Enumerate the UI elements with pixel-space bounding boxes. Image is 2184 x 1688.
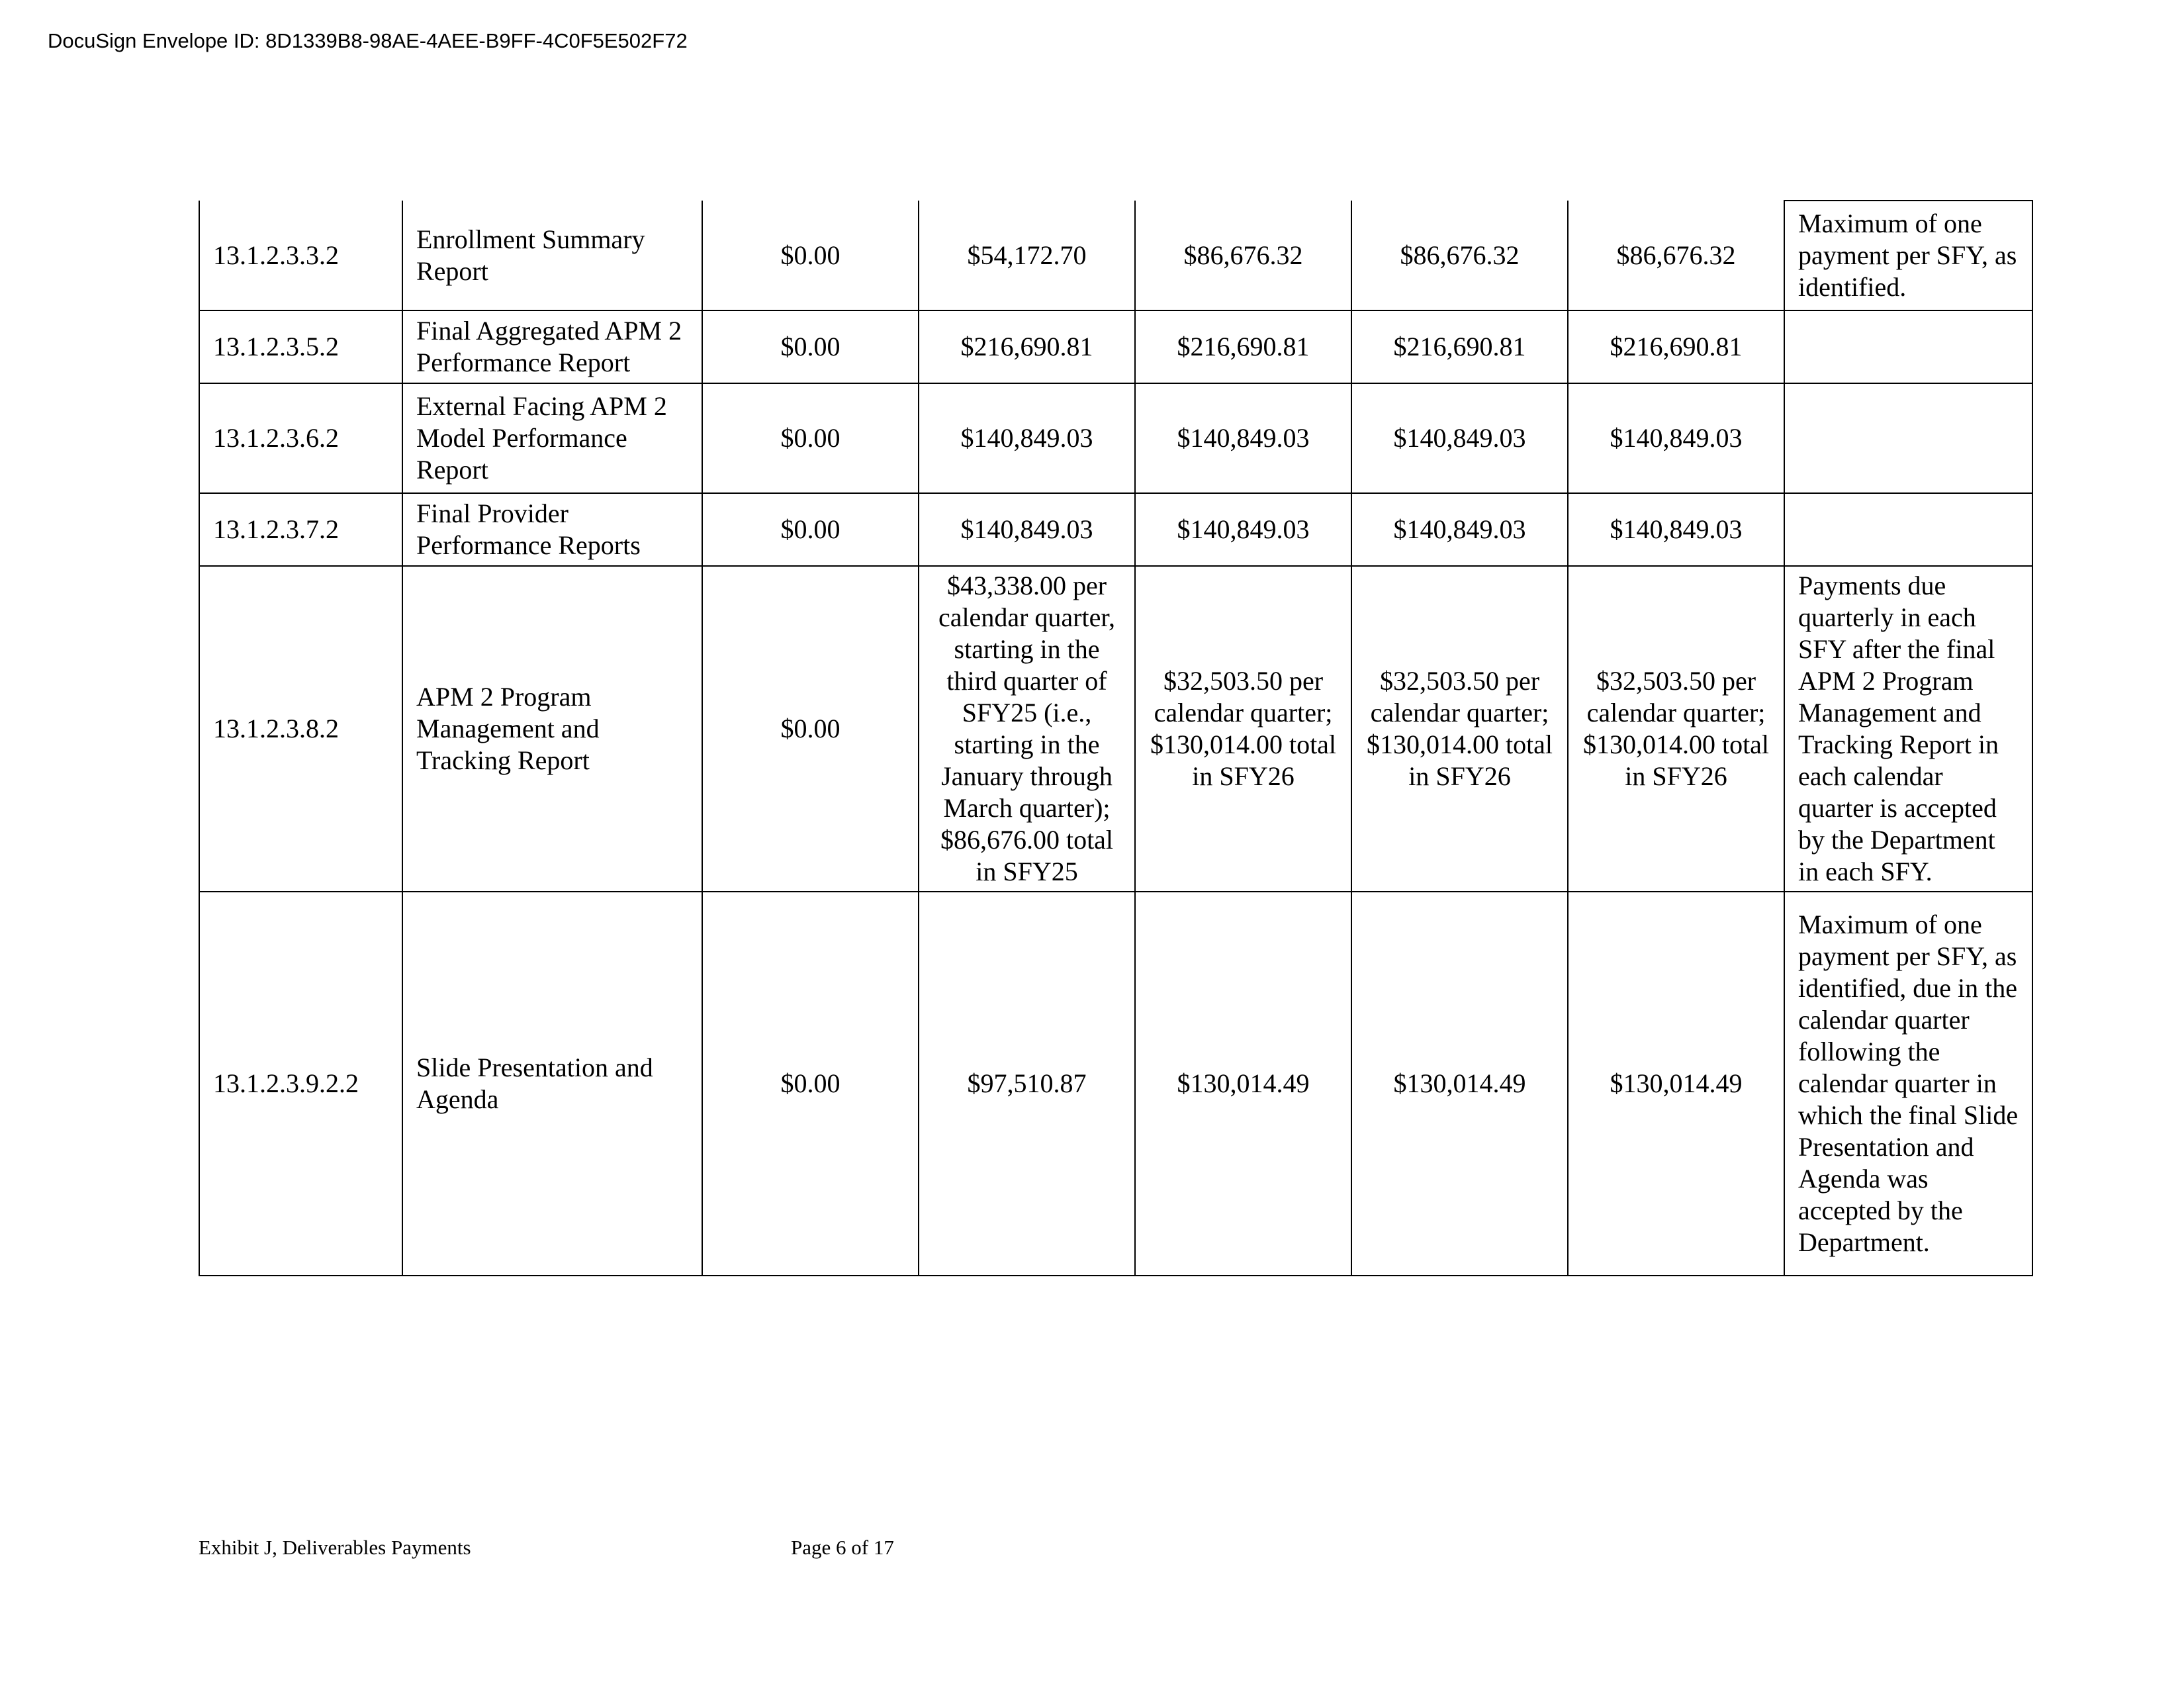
deliverable-name: Final Provider Performance Reports [402, 493, 702, 566]
payment-cell: $140,849.03 [1135, 383, 1351, 493]
payment-cell: $32,503.50 per calendar quarter; $130,014.00 total in SFY26 [1568, 566, 1784, 892]
payment-notes: Maximum of one payment per SFY, as identified, due in the calendar quarter following the calendar quarter in which the final Slide Presentation and Agenda was accepted by the Department. [1784, 892, 2032, 1276]
payment-cell: $130,014.49 [1135, 892, 1351, 1276]
payment-cell: $130,014.49 [1351, 892, 1568, 1276]
payment-cell: $216,690.81 [919, 310, 1135, 383]
table-row [199, 201, 2032, 310]
payment-notes [1784, 383, 2032, 493]
deliverable-id: 13.1.2.3.9.2.2 [199, 892, 402, 1276]
payment-cell: $54,172.70 [919, 201, 1135, 310]
deliverable-name: Final Aggregated APM 2 Performance Report [402, 310, 702, 383]
payment-cell: $32,503.50 per calendar quarter; $130,014.00 total in SFY26 [1351, 566, 1568, 892]
payment-cell: $86,676.32 [1568, 201, 1784, 310]
payment-notes [1784, 310, 2032, 383]
deliverable-id: 13.1.2.3.3.2 [199, 201, 402, 310]
payment-cell: $140,849.03 [1568, 493, 1784, 566]
table-row [199, 892, 2032, 1276]
payment-cell: $216,690.81 [1568, 310, 1784, 383]
table-row [199, 383, 2032, 493]
envelope-id: DocuSign Envelope ID: 8D1339B8-98AE-4AEE-B9FF-4C0F5E502F72 [48, 29, 688, 52]
payment-cell: $0.00 [702, 892, 919, 1276]
deliverable-id: 13.1.2.3.5.2 [199, 310, 402, 383]
payment-notes [1784, 493, 2032, 566]
payment-cell: $140,849.03 [1135, 493, 1351, 566]
payment-cell: $86,676.32 [1351, 201, 1568, 310]
payment-cell: $0.00 [702, 201, 919, 310]
deliverable-id: 13.1.2.3.7.2 [199, 493, 402, 566]
payment-cell: $0.00 [702, 566, 919, 892]
deliverable-name: Enrollment Summary Report [402, 201, 702, 310]
payment-cell: $140,849.03 [919, 493, 1135, 566]
page-number: Page 6 of 17 [791, 1536, 894, 1559]
payment-cell: $140,849.03 [1351, 493, 1568, 566]
payment-cell: $97,510.87 [919, 892, 1135, 1276]
payment-cell: $216,690.81 [1351, 310, 1568, 383]
payment-cell: $0.00 [702, 493, 919, 566]
payment-notes: Payments due quarterly in each SFY after the final APM 2 Program Management and Tracking Report in each calendar quarter is accepted by the Department in each SFY. [1784, 566, 2032, 892]
payment-cell: $140,849.03 [919, 383, 1135, 493]
footer-title: Exhibit J, Deliverables Payments [199, 1536, 471, 1559]
deliverables-payments-table [199, 200, 2033, 1276]
table-row [199, 493, 2032, 566]
payment-cell: $32,503.50 per calendar quarter; $130,014.00 total in SFY26 [1135, 566, 1351, 892]
payment-cell: $0.00 [702, 310, 919, 383]
payment-cell: $0.00 [702, 383, 919, 493]
payment-cell: $216,690.81 [1135, 310, 1351, 383]
deliverable-name: APM 2 Program Management and Tracking Report [402, 566, 702, 892]
table-row [199, 566, 2032, 892]
deliverable-name: Slide Presentation and Agenda [402, 892, 702, 1276]
payment-notes: Maximum of one payment per SFY, as identified. [1784, 201, 2032, 310]
table-row [199, 310, 2032, 383]
payment-cell: $130,014.49 [1568, 892, 1784, 1276]
payment-cell: $43,338.00 per calendar quarter, starting in the third quarter of SFY25 (i.e., starting in the January through March quarter); $86,676.00 total in SFY25 [919, 566, 1135, 892]
deliverable-name: External Facing APM 2 Model Performance Report [402, 383, 702, 493]
payment-cell: $86,676.32 [1135, 201, 1351, 310]
payment-cell: $140,849.03 [1568, 383, 1784, 493]
deliverable-id: 13.1.2.3.8.2 [199, 566, 402, 892]
payment-cell: $140,849.03 [1351, 383, 1568, 493]
deliverable-id: 13.1.2.3.6.2 [199, 383, 402, 493]
